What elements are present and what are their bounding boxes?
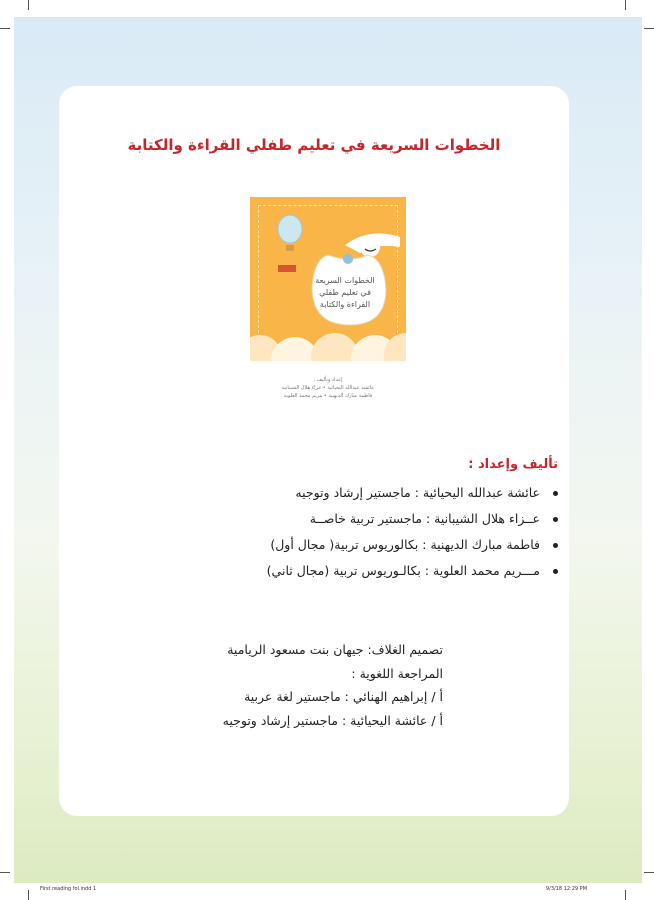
authors-list [198,480,558,584]
book-title: الخطوات السريعة في تعليم طفلي القراءة والكتابة [127,136,501,154]
bullet-icon [553,517,558,522]
list-item [198,506,558,532]
list-item [198,480,558,506]
cover-authors-line: عائشة عبدالله اليحيائية • عزاء هلال الشيبانية [281,385,375,391]
cover-image [250,197,406,361]
credits-block [143,638,443,732]
author-entry: عائشة عبدالله اليحيائية : ماجستير إرشاد وتوجيه [295,485,540,500]
crop-mark [28,890,29,900]
cover-authors-heading: إعداد وتأليف : [313,377,343,383]
cover-title-line: الخطوات السريعة [315,276,375,285]
footer-file: First reading fol.indd 1 [40,886,97,892]
crop-mark [625,890,626,900]
crop-mark [28,0,29,10]
bullet-icon [553,491,558,496]
authors-heading: تأليف وإعداد : [468,457,558,472]
footer-datetime: 9/3/18 12:29 PM [546,886,588,892]
cover-authors [258,376,398,400]
bullet-icon [553,543,558,548]
list-item [198,558,558,584]
author-entry: عــزاء هلال الشيبانية : ماجستير تربية خاصــة [309,511,540,526]
crop-mark [625,0,626,10]
cover-title-line: القراءة والكتابة [319,300,371,309]
credit-line: المراجعة اللغوية : [351,665,443,681]
bullet-icon [553,569,558,574]
crop-mark [644,872,654,873]
cover-authors-line: فاطمة مبارك الديهنية • مريم محمد العلوية [283,393,373,399]
crop-mark [644,28,654,29]
credit-line: أ / عائشة اليحيائية : ماجستير إرشاد وتوجيه [222,712,443,728]
credit-line: تصميم الغلاف: جيهان بنت مسعود الريامية [227,642,443,657]
credit-line: أ / إبراهيم الهنائي : ماجستير لغة عربية [244,689,443,704]
cover-title-line: في تعليم طفلي [319,288,371,297]
crop-mark [0,872,10,873]
list-item [198,532,558,558]
author-entry: مـــريم محمد العلوية : بكالـوريوس تربية (مجال ثاني) [266,563,540,578]
author-entry: فاطمة مبارك الديهنية : بكالوريوس تربية( مجال أول) [270,537,540,552]
cover-title [310,275,380,311]
crop-mark [0,28,10,29]
